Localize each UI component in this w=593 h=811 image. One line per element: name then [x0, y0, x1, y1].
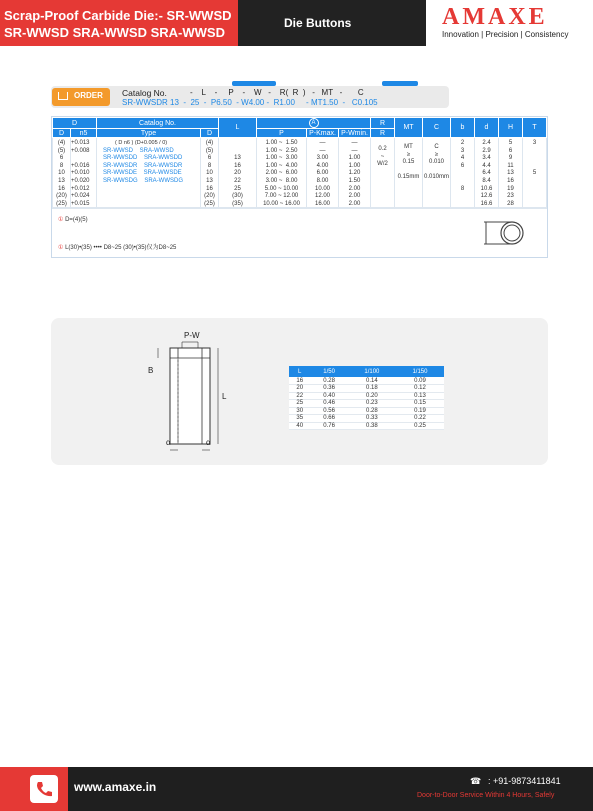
- ratio-cell: 0.20: [348, 392, 396, 400]
- sub-d2: D: [201, 129, 219, 138]
- sub-p: P: [257, 129, 307, 138]
- l-cell: 22: [289, 392, 310, 400]
- ratio-100-col: 1/100: [348, 366, 396, 377]
- sub-r: R: [371, 129, 395, 138]
- ratio-cell: 0.36: [310, 385, 347, 393]
- col-mt: MT: [395, 118, 423, 138]
- header-tab-marker-1: [232, 81, 276, 86]
- note-1-text: D=(4)(5): [65, 217, 88, 223]
- l-cell: 20: [289, 385, 310, 393]
- ratio-cell: 0.18: [348, 385, 396, 393]
- cell-types: [97, 138, 201, 209]
- type-row: [103, 148, 200, 156]
- note-2: [58, 242, 176, 251]
- spec-notes: [52, 207, 547, 257]
- cell-c: C ≥ 0.010 0.010mm: [423, 138, 451, 209]
- ratio-cell: 0.38: [348, 422, 396, 430]
- sub-d: D: [53, 129, 71, 138]
- sub-type: Type: [97, 129, 201, 138]
- brand-tagline: Innovation | Precision | Consistency: [442, 30, 569, 39]
- note-1-marker-icon: ①: [58, 217, 64, 223]
- ratio-150-col: 1/150: [396, 366, 444, 377]
- diagram-label-alpha-2: α: [206, 438, 211, 447]
- type-row: [103, 178, 200, 186]
- phone-icon[interactable]: [30, 775, 58, 803]
- cell-pk: — — 3.00 4.00 6.00 8.00 10.00 12.00 16.00: [307, 138, 339, 209]
- note-2-marker-icon: ①: [58, 245, 64, 251]
- table-row: [289, 422, 444, 430]
- ratio-cell: 0.25: [396, 422, 444, 430]
- cell-b: 2 3 4 6 8: [451, 138, 475, 209]
- cell-h: 5 6 9 11 13 16 19 23 28: [499, 138, 523, 209]
- col-r: R: [371, 118, 395, 129]
- ratio-cell: 0.66: [310, 415, 347, 423]
- page-title-line-1: Scrap-Proof Carbide Die:- SR-WWSD: [4, 8, 232, 23]
- ratio-50-col: 1/50: [310, 366, 347, 377]
- page-title-line-2: SR-WWSD SRA-WWSD SRA-WWSD: [4, 25, 225, 40]
- type-a: SR-WWSDR: [103, 162, 138, 169]
- order-button-label: ORDER: [74, 91, 103, 100]
- diagram-label-l: L: [222, 392, 227, 401]
- ratio-cell: 0.23: [348, 400, 396, 408]
- type-header: ( D n6 ) (D+0.005 / 0): [115, 140, 168, 146]
- diagram-label-b: B: [148, 366, 154, 375]
- table-row: [289, 392, 444, 400]
- ratio-cell: 0.09: [396, 377, 444, 385]
- col-dd: d: [475, 118, 499, 138]
- type-b: SRA-WWSDD: [144, 155, 183, 162]
- type-a: SR-WWSD: [103, 147, 133, 154]
- cell-dd: 2.4 2.9 3.4 4.4 6.4 8.4 10.6 12.6 16.6: [475, 138, 499, 209]
- note-1: [58, 216, 88, 223]
- ratio-cell: 0.40: [310, 392, 347, 400]
- website-link[interactable]: www.amaxe.in: [74, 780, 157, 794]
- cart-icon: [58, 92, 68, 100]
- col-catalog: Catalog No.: [97, 118, 219, 129]
- col-h: H: [499, 118, 523, 138]
- cell-p: 1.00 ~ 1.50 1.00 ~ 2.50 1.00 ~ 3.00 1.00 ~ 4.00 2.00 ~ 6.00 3.00 ~ 8.00 5.00 ~ 10.00 7.00 ~ 12.00 10.00 ~ 16.00: [257, 138, 307, 209]
- sub-n5: n5: [71, 129, 97, 138]
- header-logo-block: [426, 0, 593, 46]
- catalog-example: SR-WWSDR 13 - 25 - P6.50 - W4.00 - R1.00 - MT1.50 - C0.105: [122, 98, 378, 107]
- ratio-cell: 0.13: [396, 392, 444, 400]
- type-a: SR-WWSDE: [103, 170, 137, 177]
- table-row: [289, 407, 444, 415]
- cell-t: 3 5: [523, 138, 547, 209]
- header-tab-marker-2: [382, 81, 418, 86]
- diagram-label-pw: P-W: [184, 331, 200, 340]
- col-d: D: [53, 118, 97, 129]
- cell-l: 13 16 20 22 25 (30) (35): [219, 138, 257, 209]
- ratio-cell: 0.12: [396, 385, 444, 393]
- l-col: L: [289, 366, 310, 377]
- type-b: SRA-WWSDG: [144, 177, 184, 184]
- phone-handset-icon: [30, 775, 58, 803]
- l-cell: 25: [289, 400, 310, 408]
- type-row: [103, 163, 200, 171]
- type-b: SRA-WWSD: [139, 147, 174, 154]
- type-b: SRA-WWSDR: [144, 162, 183, 169]
- phone-number[interactable]: : +91-9873411841: [488, 776, 561, 786]
- note-2-text: L(30)•(35) •••• D8~25 (30)•(35)仅为D8~25: [65, 245, 177, 251]
- l-cell: 35: [289, 415, 310, 423]
- type-a: SR-WWSDD: [103, 155, 138, 162]
- ratio-cell: 0.22: [396, 415, 444, 423]
- cell-d: (4) (5) 6 8 10 13 16 (20) (25): [53, 138, 71, 209]
- header-category-block: [238, 0, 426, 46]
- col-l: L: [219, 118, 257, 138]
- l-cell: 30: [289, 407, 310, 415]
- type-b: SRA-WWSDE: [143, 170, 182, 177]
- cell-tol: +0.013 +0.008 +0.016 +0.010 +0.020 +0.012 +0.024 +0.015: [71, 138, 97, 209]
- order-button[interactable]: [52, 88, 110, 106]
- col-t: T: [523, 118, 547, 138]
- cell-pw: — — 1.00 1.00 1.20 1.50 2.00 2.00 2.00: [339, 138, 371, 209]
- diagram-label-alpha-1: α: [166, 438, 171, 447]
- ratio-cell: 0.33: [348, 415, 396, 423]
- service-tagline: Door-to-Door Service Within 4 Hours, Safely: [417, 792, 555, 799]
- table-row: [289, 400, 444, 408]
- catalog-template: - L - P - W - R( R ) - MT - C: [190, 88, 364, 97]
- brand-logo[interactable]: AMAXE: [442, 4, 548, 30]
- telephone-icon: ☎: [470, 776, 482, 786]
- type-row: [103, 155, 200, 163]
- ratio-cell: 0.14: [348, 377, 396, 385]
- ratio-cell: 0.46: [310, 400, 347, 408]
- ratio-cell: 0.76: [310, 422, 347, 430]
- col-c: C: [423, 118, 451, 138]
- table-row: [289, 377, 444, 385]
- spec-table-panel: [51, 116, 548, 258]
- die-button-ring-icon: [482, 218, 526, 248]
- l-cell: 40: [289, 422, 310, 430]
- cell-d2: (4) (5) 6 8 10 13 16 (20) (25): [201, 138, 219, 209]
- ratio-cell: 0.56: [310, 407, 347, 415]
- l-cell: 16: [289, 377, 310, 385]
- type-row: [103, 170, 200, 178]
- ratio-cell: 0.28: [348, 407, 396, 415]
- header-title-block: [0, 0, 238, 46]
- table-row: [289, 415, 444, 423]
- table-row: [289, 385, 444, 393]
- col-a: [257, 118, 371, 129]
- col-b: b: [451, 118, 475, 138]
- l-ratio-table: [289, 366, 444, 430]
- cell-r: 0.2 ~ W/2: [371, 138, 395, 209]
- category-title: Die Buttons: [284, 16, 352, 30]
- type-a: SR-WWSDG: [103, 177, 138, 184]
- ratio-cell: 0.19: [396, 407, 444, 415]
- a-circle-icon: A: [309, 118, 319, 128]
- ratio-cell: 0.15: [396, 400, 444, 408]
- catalog-number-label: Catalog No.: [122, 88, 167, 98]
- sub-pk: P-Kmax.: [307, 129, 339, 138]
- spec-table: [52, 117, 547, 209]
- cell-mt: MT ≥ 0.15 0.15mm: [395, 138, 423, 209]
- sub-pw: P-Wmin.: [339, 129, 371, 138]
- ratio-cell: 0.28: [310, 377, 347, 385]
